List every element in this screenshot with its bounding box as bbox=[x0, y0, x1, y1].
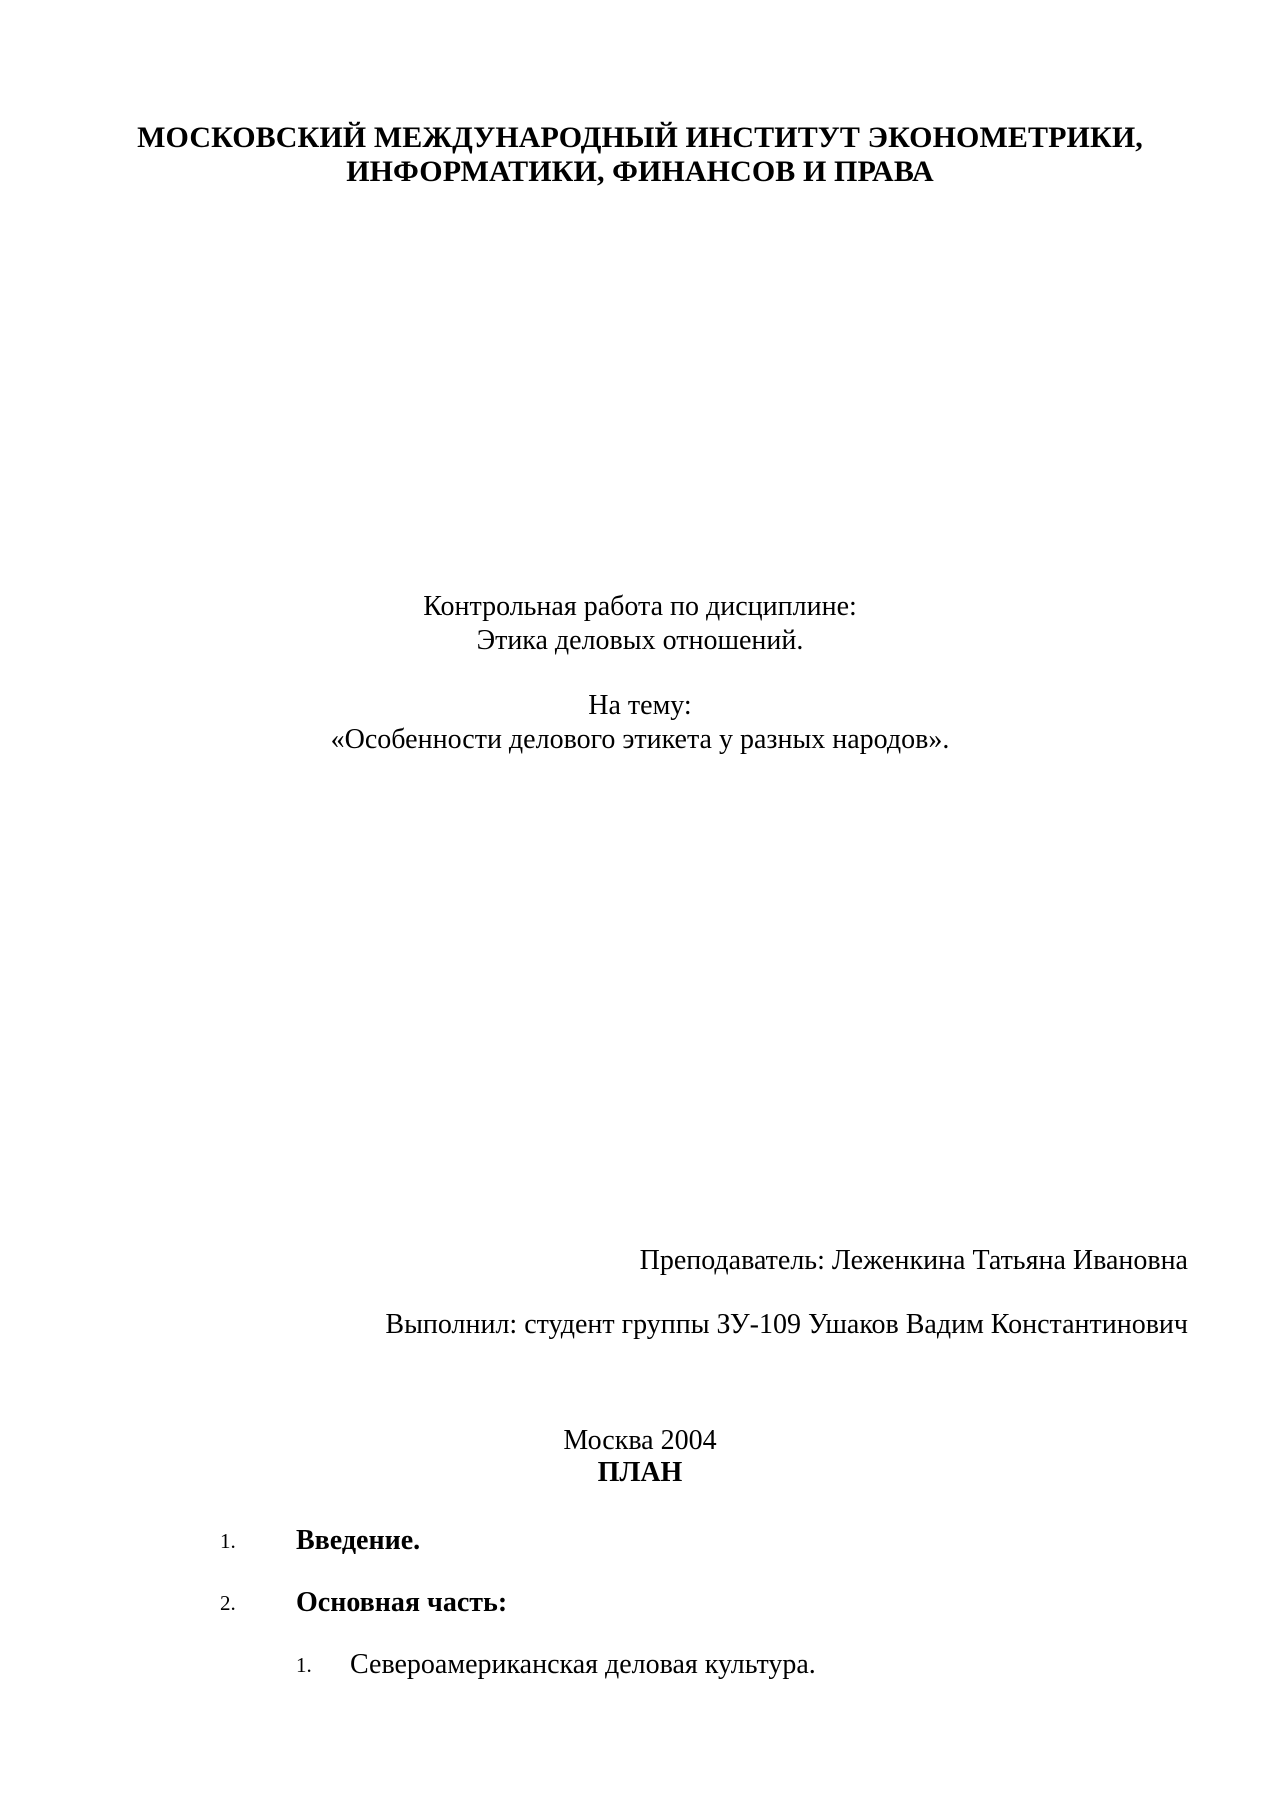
plan-item-2-number: 2. bbox=[220, 1591, 236, 1615]
city-year: Москва 2004 bbox=[563, 1425, 717, 1456]
work-title-block bbox=[0, 590, 1280, 658]
plan-item-2-label: Основная часть: bbox=[296, 1587, 508, 1618]
plan-item-1-label: Введение. bbox=[296, 1525, 421, 1556]
plan-title: ПЛАН bbox=[597, 1457, 683, 1488]
work-type-line: Контрольная работа по дисциплине: bbox=[423, 591, 857, 622]
theme-text: «Особенности делового этикета у разных народов». bbox=[330, 724, 950, 755]
work-theme-block bbox=[0, 689, 1280, 757]
student-line: Выполнил: студент группы ЗУ-109 Ушаков Вадим Константинович bbox=[385, 1309, 1188, 1340]
institute-name-line-2: ИНФОРМАТИКИ, ФИНАНСОВ И ПРАВА bbox=[346, 155, 934, 188]
plan-subitem-1-label: Североамериканская деловая культура. bbox=[350, 1649, 816, 1680]
theme-label: На тему: bbox=[588, 690, 692, 721]
plan-item-1-number: 1. bbox=[220, 1529, 236, 1553]
plan-subitem-1-number: 1. bbox=[296, 1653, 312, 1677]
discipline-name: Этика деловых отношений. bbox=[476, 625, 804, 656]
institute-name-line-1: МОСКОВСКИЙ МЕЖДУНАРОДНЫЙ ИНСТИТУТ ЭКОНОМЕТРИКИ, bbox=[137, 121, 1143, 154]
teacher-line: Преподаватель: Леженкина Татьяна Ивановна bbox=[639, 1245, 1188, 1276]
institute-name bbox=[0, 121, 1280, 189]
